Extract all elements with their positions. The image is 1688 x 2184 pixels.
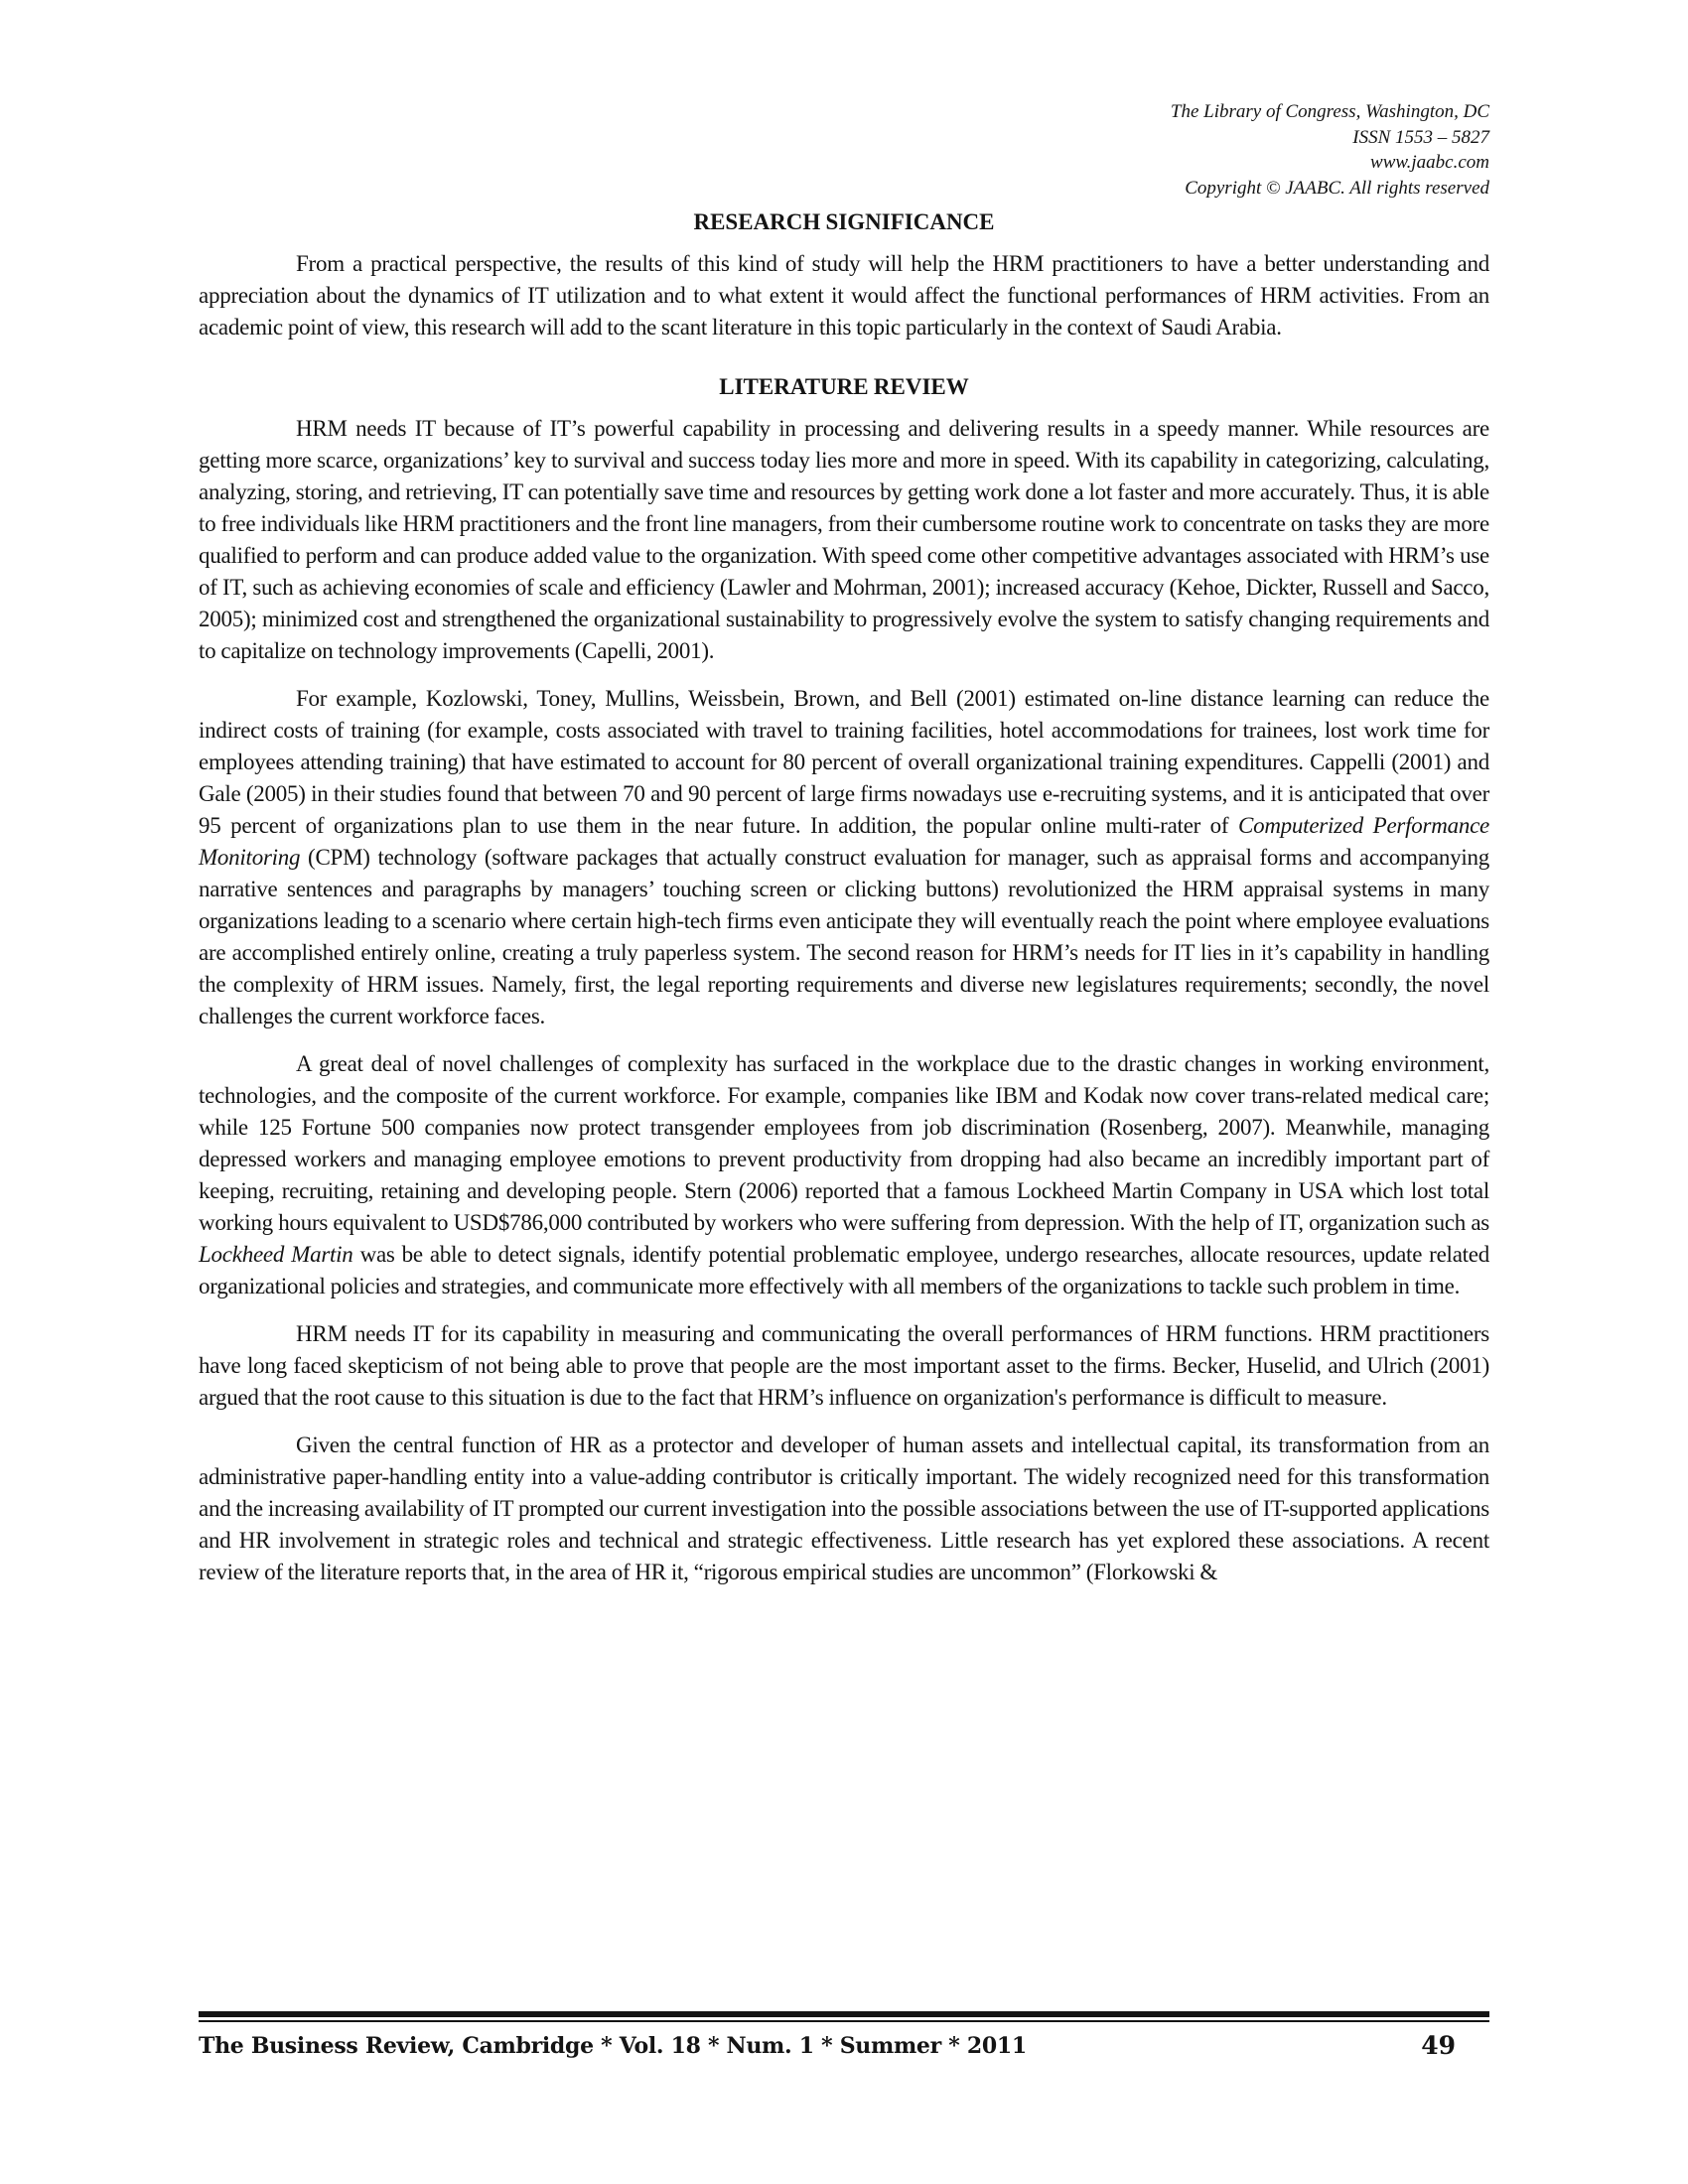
paragraph-lit-4: HRM needs IT for its capability in measuring and communicating the overall performances of HRM functions. HRM practitioners have long faced skepticism of not being able to prove that people are the most important asset to the firms. Becker, Huselid, and Ulrich (2001) argued that the root cause to this situation is due to the fact that HRM’s influence on organization's performance is difficult to measure. (199, 1321, 1489, 1410)
header-website-line: www.jaabc.com (1370, 152, 1489, 173)
paragraph-lit-2-text-b: (CPM) technology (software packages that actually construct evaluation for manager, such as appraisal forms and accompanying narrative sentences and paragraphs by managers’ touching screen or clicking buttons) revolutionized the HRM appraisal systems in many organizations leading to a scenario where certain high-tech firms even anticipate they will eventually reach the point where employee evaluations are accomplished entirely online, creating a truly paperless system. The second reason for HRM’s needs for IT lies in it’s capability in handling the complexity of HRM issues. Namely, first, the legal reporting requirements and diverse new legislatures requirements; secondly, the novel challenges the current workforce faces. (199, 845, 1489, 1028)
article-body (199, 206, 1489, 1588)
section-heading-literature-review: LITERATURE REVIEW (719, 374, 969, 399)
paragraph-lit-3-text-b: was be able to detect signals, identify potential problematic employee, undergo researches, allocate resources, update related organizational policies and strategies, and communicate more effectively with all members of the organizations to tackle such problem in time. (199, 1242, 1490, 1298)
paragraph-lit-2-text-a: For example, Kozlowski, Toney, Mullins, Weissbein, Brown, and Bell (2001) estimated on-line distance learning can reduce the indirect costs of training (for example, costs associated with travel to training facilities, hotel accommodations for trainees, lost work time for employees attending training) that have estimated to account for 80 percent of overall organizational training expenditures. Cappelli (2001) and Gale (2005) in their studies found that between 70 and 90 percent of large firms nowadays use e-recruiting systems, and it is anticipated that over 95 percent of organizations plan to use them in the near future. In addition, the popular online multi-rater of (199, 686, 1489, 838)
footer-rule-thick (199, 2011, 1489, 2017)
paragraph-lit-2 (199, 683, 1489, 1032)
footer-rule-thin (199, 2020, 1489, 2022)
page-number: 49 (1421, 2031, 1456, 2060)
paragraph-lit-5: Given the central function of HR as a protector and developer of human assets and intellectual capital, its transformation from an administrative paper-handling entity into a value-adding contributor is critically important. The widely recognized need for this transformation and the increasing availability of IT prompted our current investigation into the possible associations between the use of IT-supported applications and HR involvement in strategic roles and technical and strategic effectiveness. Little research has yet explored these associations. A recent review of the literature reports that, in the area of HR it, “rigorous empirical studies are uncommon” (Florkowski & (199, 1433, 1489, 1584)
paragraph-lit-3-text-a: A great deal of novel challenges of complexity has surfaced in the workplace due to the drastic changes in working environment, technologies, and the composite of the current workforce. For example, companies like IBM and Kodak now cover trans-related medical care; while 125 Fortune 500 companies now protect transgender employees from job discrimination (Rosenberg, 2007). Meanwhile, managing depressed workers and managing employee emotions to prevent productivity from dropping had also became an incredibly important part of keeping, recruiting, retaining and developing people. Stern (2006) reported that a famous Lockheed Martin Company in USA which lost total working hours equivalent to USD$786,000 contributed by workers who were suffering from depression. With the help of IT, organization such as (199, 1051, 1489, 1235)
paragraph-lit-3 (199, 1048, 1489, 1302)
paragraph-lit-2-italic-term: Computerized Performance Monitoring (199, 813, 1489, 870)
footer-journal-citation: The Business Review, Cambridge * Vol. 18 * Num. 1 * Summer * 2011 (199, 2033, 1027, 2059)
section-heading-research-significance: RESEARCH SIGNIFICANCE (693, 209, 995, 234)
paragraph-lit-1: HRM needs IT because of IT’s powerful capability in processing and delivering results in a speedy manner. While resources are getting more scarce, organizations’ key to survival and success today lies more and more in speed. With its capability in categorizing, calculating, analyzing, storing, and retrieving, IT can potentially save time and resources by getting work done a lot faster and more accurately. Thus, it is able to free individuals like HRM practitioners and the front line managers, from their cumbersome routine work to concentrate on tasks they are more qualified to perform and can produce added value to the organization. With speed come other competitive advantages associated with HRM’s use of IT, such as achieving economies of scale and efficiency (Lawler and Mohrman, 2001); increased accuracy (Kehoe, Dickter, Russell and Sacco, 2005); minimized cost and strengthened the organizational sustainability to progressively evolve the system to satisfy changing requirements and to capitalize on technology improvements (Capelli, 2001). (199, 416, 1489, 663)
running-header (794, 99, 1489, 201)
header-library-line: The Library of Congress, Washington, DC (1170, 101, 1489, 122)
paragraph-lit-3-italic-term: Lockheed Martin (199, 1242, 353, 1267)
header-copyright-line: Copyright © JAABC. All rights reserved (1185, 177, 1489, 199)
header-issn-line: ISSN 1553 – 5827 (1352, 126, 1489, 148)
paragraph-research-significance: From a practical perspective, the results of this kind of study will help the HRM practitioners to have a better understanding and appreciation about the dynamics of IT utilization and to what extent it would affect the functional performances of HRM activities. From an academic point of view, this research will add to the scant literature in this topic particularly in the context of Saudi Arabia. (199, 251, 1489, 340)
